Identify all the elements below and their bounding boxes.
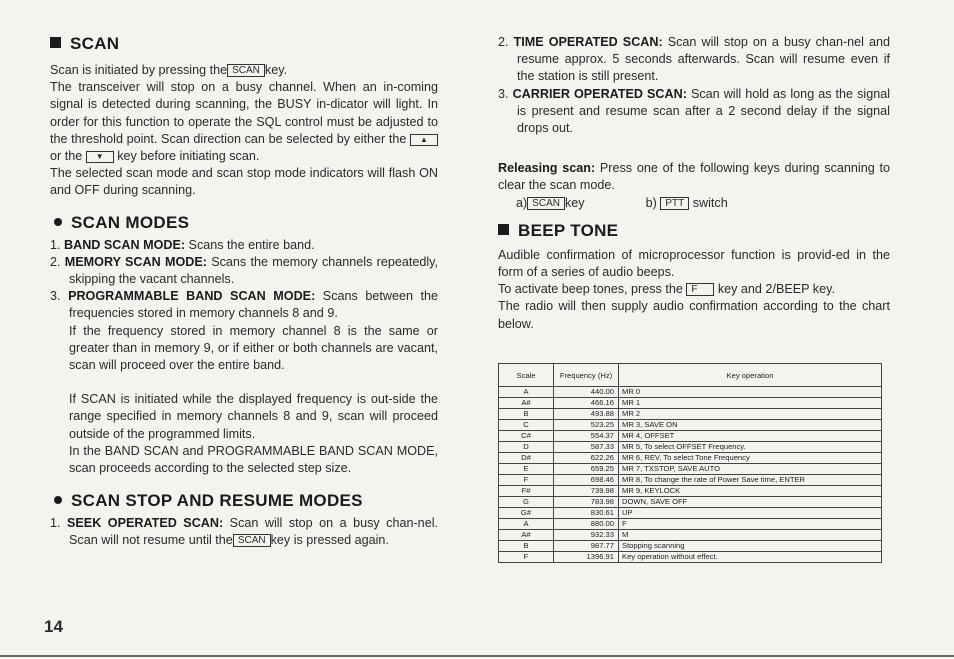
cell-key-operation: MR 3, SAVE ON [619, 420, 882, 431]
releasing-options: a) SCAN key b) PTT switch [516, 195, 728, 210]
scan-paragraph-3: The selected scan mode and scan stop mode indicators will flash ON and OFF during scanning. [50, 166, 438, 198]
cell-scale: A# [499, 530, 554, 541]
table-row [499, 519, 882, 530]
beep-tone-heading: BEEP TONE [498, 221, 890, 241]
table-row [499, 552, 882, 563]
cell-scale: F# [499, 486, 554, 497]
table-row [499, 497, 882, 508]
left-column [50, 34, 438, 550]
cell-frequency: 698.46 [554, 475, 619, 486]
cell-scale: B [499, 409, 554, 420]
cell-scale: C [499, 420, 554, 431]
page-number: 14 [44, 617, 63, 636]
table-row [499, 486, 882, 497]
cell-scale: G# [499, 508, 554, 519]
scan-modes-heading: SCAN MODES [50, 213, 438, 233]
cell-frequency: 493.88 [554, 409, 619, 420]
list-item: 2. MEMORY SCAN MODE: Scans the memory channels repeatedly, skipping the vacant channels. [50, 254, 438, 287]
cell-scale: E [499, 464, 554, 475]
cell-frequency: 659.25 [554, 464, 619, 475]
cell-frequency: 987.77 [554, 541, 619, 552]
table-row [499, 464, 882, 475]
table-row [499, 508, 882, 519]
cell-key-operation: DOWN, SAVE OFF [619, 497, 882, 508]
table-row [499, 530, 882, 541]
cell-scale: A [499, 519, 554, 530]
table-row [499, 409, 882, 420]
scan-key-label: SCAN [233, 534, 271, 547]
scan-heading: SCAN [50, 34, 438, 54]
table-row [499, 398, 882, 409]
list-item: 1. BAND SCAN MODE: Scans the entire band. [50, 237, 315, 252]
scan-stop-list-b [498, 34, 890, 137]
scan-paragraph-2: The transceiver will stop on a busy channel. When an in-coming signal is detected during scanning, the BUSY in-dicator will light. In order for this function to operate the SQL control must be adjusted to the threshold point. Scan direction can be selected by either the ▲ or the ▼ key before initiating scan. [50, 80, 438, 164]
table-header-row [499, 364, 882, 387]
list-item: 3. CARRIER OPERATED SCAN: Scan will hold as long as the signal is present and resume scan after a 2 second delay if the signal drops out. [498, 86, 891, 136]
square-bullet-icon [50, 37, 61, 48]
cell-frequency: 440.00 [554, 387, 619, 398]
list-item: 1. SEEK OPERATED SCAN: Scan will stop on a busy chan-nel. Scan will not resume until the SCAN key is pressed again. [50, 516, 438, 548]
cell-key-operation: MR 7, TXSTOP, SAVE AUTO [619, 464, 882, 475]
table-row [499, 442, 882, 453]
table-row [499, 420, 882, 431]
cell-scale: A# [499, 398, 554, 409]
scan-paragraph-1: Scan is initiated by pressing the SCAN key. [50, 63, 288, 77]
cell-key-operation: MR 8, To change the rate of Power Save time, ENTER [619, 475, 882, 486]
ptt-key-label: PTT [660, 197, 689, 210]
header-key-operation: Key operation [619, 364, 882, 387]
cell-frequency: 932.33 [554, 530, 619, 541]
cell-scale: A [499, 387, 554, 398]
mode3-note-1: If the frequency stored in memory channel 8 is the same or greater than in memory 9, or if either or both channels are vacant, scan will proceed over the entire band. [69, 323, 438, 373]
cell-scale: F [499, 552, 554, 563]
table-row [499, 431, 882, 442]
cell-frequency: 830.61 [554, 508, 619, 519]
cell-frequency: 554.37 [554, 431, 619, 442]
cell-key-operation: M [619, 530, 882, 541]
cell-key-operation: MR 1 [619, 398, 882, 409]
cell-frequency: 523.25 [554, 420, 619, 431]
scan-key-label: SCAN [527, 197, 565, 210]
cell-frequency: 466.16 [554, 398, 619, 409]
cell-key-operation: F [619, 519, 882, 530]
down-arrow-key-icon: ▼ [86, 151, 114, 163]
header-frequency: Frequency (Hz) [554, 364, 619, 387]
cell-scale: B [499, 541, 554, 552]
beep-paragraph-1: Audible confirmation of microprocessor function is provid-ed in the form of a series of audio beeps. [498, 247, 890, 280]
mode3-note-2: If SCAN is initiated while the displayed frequency is out-side the range specified in memory channels 8 and 9, scan will proceed outside of the programmed limits. [69, 392, 438, 441]
scan-stop-heading: SCAN STOP AND RESUME MODES [50, 491, 438, 511]
cell-key-operation: Stopping scanning [619, 541, 882, 552]
beep-paragraph-2: To activate beep tones, press the F key and 2/BEEP key. [498, 282, 835, 297]
up-arrow-key-icon: ▲ [410, 134, 438, 146]
cell-frequency: 739.98 [554, 486, 619, 497]
beep-paragraph-3: The radio will then supply audio confirmation according to the chart below. [498, 299, 890, 331]
scan-modes-list [50, 237, 438, 323]
round-bullet-icon [54, 218, 62, 226]
cell-frequency: 880.00 [554, 519, 619, 530]
round-bullet-icon [54, 496, 62, 504]
cell-frequency: 1396.91 [554, 552, 619, 563]
mode3-note-3: In the BAND SCAN and PROGRAMMABLE BAND SCAN MODE, scan proceeds according to the selected step size. [69, 443, 438, 476]
cell-key-operation: Key operation without effect. [619, 552, 882, 563]
cell-frequency: 783.98 [554, 497, 619, 508]
cell-scale: C# [499, 431, 554, 442]
table-body [499, 387, 882, 563]
list-item: 2. TIME OPERATED SCAN: Scan will stop on a busy chan-nel and resume approx. 5 seconds afterwards. Scan will resume even if the station is still present. [498, 35, 891, 84]
cell-key-operation: MR 5, To select OFFSET Frequency. [619, 442, 882, 453]
cell-scale: G [499, 497, 554, 508]
table-row [499, 541, 882, 552]
scan-key-label: SCAN [227, 64, 265, 77]
cell-frequency: 587.33 [554, 442, 619, 453]
right-column [498, 34, 890, 333]
header-scale: Scale [499, 364, 554, 387]
bottom-rule [0, 655, 954, 657]
beep-tone-table [498, 363, 882, 563]
cell-key-operation: MR 2 [619, 409, 882, 420]
table-row [499, 475, 882, 486]
cell-scale: D [499, 442, 554, 453]
cell-key-operation: MR 6, REV, To select Tone Frequency [619, 453, 882, 464]
cell-key-operation: MR 9, KEYLOCK [619, 486, 882, 497]
releasing-scan-paragraph: Releasing scan: Press one of the following keys during scanning to clear the scan mode. [498, 161, 890, 193]
cell-key-operation: MR 0 [619, 387, 882, 398]
table-row [499, 453, 882, 464]
f-key-label: F [686, 283, 714, 296]
list-item: 3. PROGRAMMABLE BAND SCAN MODE: Scans between the frequencies stored in memory channels 8 and 9. [50, 289, 439, 321]
square-bullet-icon [498, 224, 509, 235]
table-row [499, 387, 882, 398]
cell-key-operation: UP [619, 508, 882, 519]
cell-key-operation: MR 4, OFFSET [619, 431, 882, 442]
cell-frequency: 622.26 [554, 453, 619, 464]
cell-scale: F [499, 475, 554, 486]
cell-scale: D# [499, 453, 554, 464]
scan-stop-list-a [50, 515, 438, 549]
